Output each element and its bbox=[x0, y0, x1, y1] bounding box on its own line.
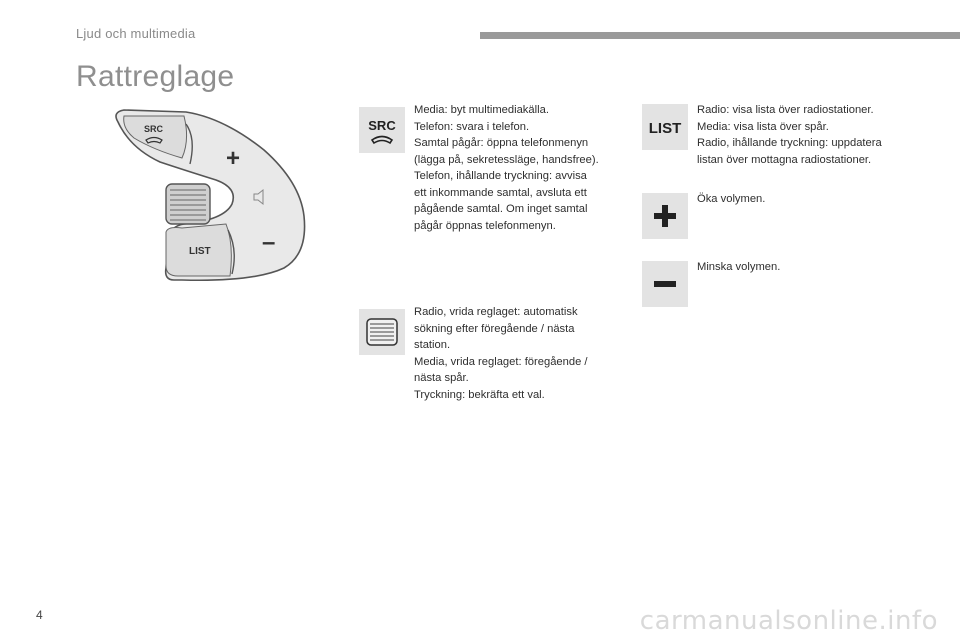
watermark: carmanualsonline.info bbox=[639, 606, 938, 636]
list-description: Radio: visa lista över radiostationer. Media: visa lista över spår. Radio, ihållande tryckning: uppdatera listan över mottagna radiostationer. bbox=[697, 104, 882, 166]
list-label: LIST bbox=[189, 246, 211, 257]
svg-text:LIST: LIST bbox=[648, 120, 682, 137]
diagram-minus: – bbox=[262, 229, 276, 256]
src-label: SRC bbox=[144, 124, 164, 134]
plus-icon bbox=[642, 193, 688, 239]
page-number: 4 bbox=[36, 608, 43, 622]
header-bar bbox=[480, 32, 960, 39]
diagram-plus: + bbox=[226, 145, 241, 172]
section-title: Ljud och multimedia bbox=[76, 26, 196, 41]
volume-up-description: Öka volymen. bbox=[697, 193, 766, 205]
svg-text:SRC: SRC bbox=[368, 118, 396, 133]
src-icon bbox=[359, 107, 405, 153]
volume-down-description: Minska volymen. bbox=[697, 261, 781, 273]
minus-icon bbox=[642, 261, 688, 307]
list-icon bbox=[642, 104, 688, 150]
thumbwheel-description: Radio, vrida reglaget: automatisk sökning efter föregående / nästa station. Media, vrida reglaget: föregående / nästa spår. Tryckning: bekräfta ett val. bbox=[414, 306, 588, 401]
page-title: Rattreglage bbox=[76, 60, 235, 93]
thumbwheel-illustration bbox=[166, 184, 210, 224]
steering-wheel-controls-illustration bbox=[104, 104, 314, 284]
thumbwheel-icon bbox=[359, 309, 405, 355]
src-description: Media: byt multimediakälla. Telefon: svara i telefon. Samtal pågår: öppna telefonmenyn (lägga på, sekretessläge, handsfree). Telefon, ihållande tryckning: avvisa ett inkommande samtal, avsluta ett pågående samtal. Om inget samtal pågår öppnas telefonmenyn. bbox=[414, 104, 599, 232]
